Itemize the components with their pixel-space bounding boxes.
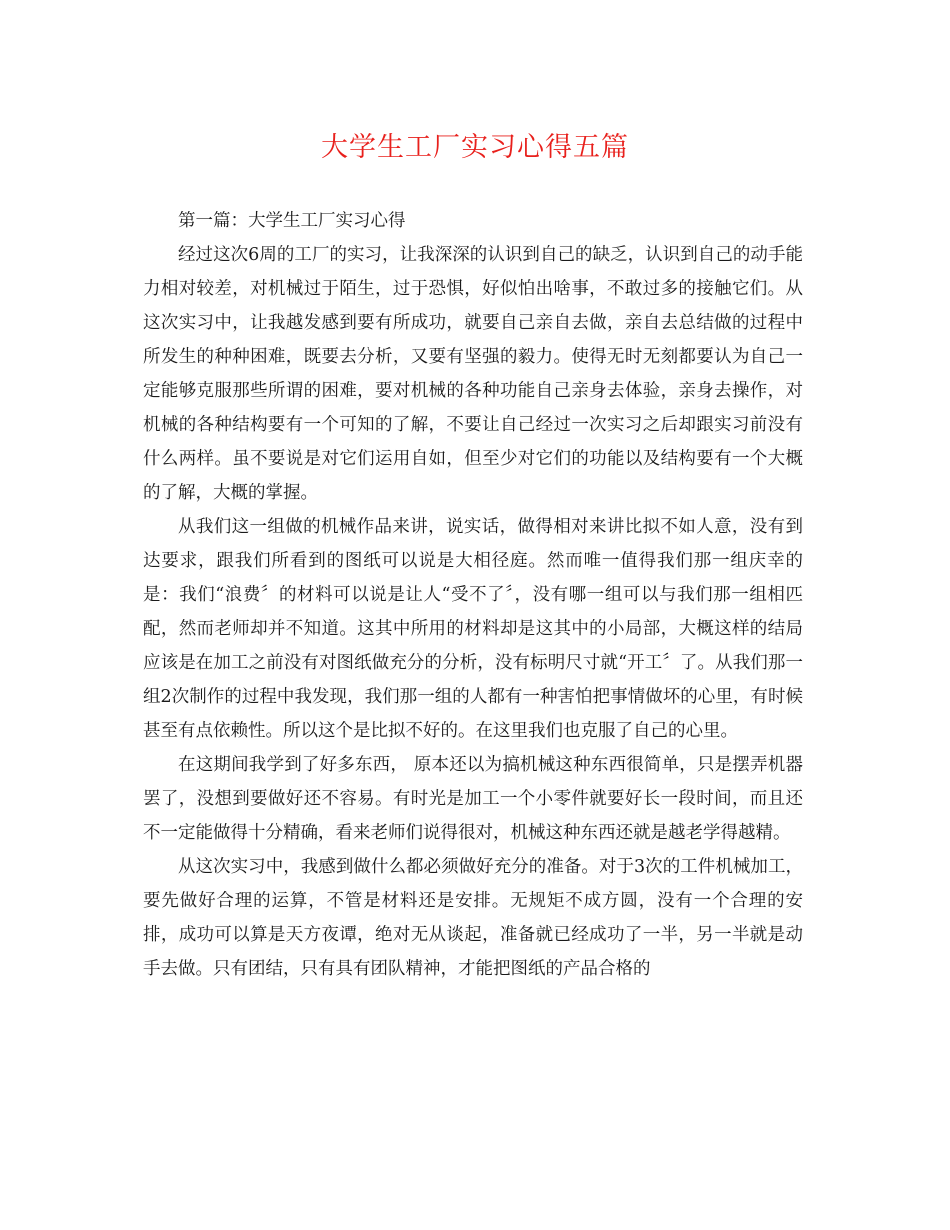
paragraph: 在这期间我学到了好多东西， 原本还以为搞机械这种东西很简单，只是摆弄机器罢了，没想到要做好还不容易。有时光是加工一个小零件就要好长一段时间，而且还不一定能做得十分精确，看来老师们说得很对，机械这种东西还就是越老学得越精。 [143, 755, 803, 843]
paragraph: 经过这次6周的工厂的实习，让我深深的认识到自己的缺乏，认识到自己的动手能力相对较差，对机械过于陌生，过于恐惧，好似怕出啥事，不敢过多的接触它们。从这次实习中，让我越发感到要有所成功，就要自己亲自去做，亲自去总结做的过程中所发生的种种困难，既要去分析，又要有坚强的毅力。使得无时无刻都要认为自己一定能够克服那些所谓的困难，要对机械的各种功能自己亲身去体验，亲身去操作，对机械的各种结构要有一个可知的了解，不要让自己经过一次实习之后却跟实习前没有什么两样。虽不要说是对它们运用自如，但至少对它们的功能以及结构要有一个大概的了解，大概的掌握。 [143, 245, 803, 503]
section-heading: 第一篇：大学生工厂实习心得 [178, 211, 406, 231]
document-body [143, 204, 803, 986]
paragraph: 从这次实习中，我感到做什么都必须做好充分的准备。对于3次的工件机械加工，要先做好合理的运算，不管是材料还是安排。无规矩不成方圆，没有一个合理的安排，成功可以算是天方夜谭，绝对无从谈起，准备就已经成功了一半，另一半就是动手去做。只有团结，只有具有团队精神，才能把图纸的产品合格的 [143, 857, 803, 979]
paragraph: 从我们这一组做的机械作品来讲，说实话，做得相对来讲比拟不如人意，没有到达要求，跟我们所看到的图纸可以说是大相径庭。然而唯一值得我们那一组庆幸的是：我们“浪费〞的材料可以说是让人“受不了〞，没有哪一组可以与我们那一组相匹配，然而老师却并不知道。这其中所用的材料却是这其中的小局部，大概这样的结局应该是在加工之前没有对图纸做充分的分析，没有标明尺寸就“开工〞了。从我们那一组2次制作的过程中我发现，我们那一组的人都有一种害怕把事情做坏的心里，有时候甚至有点依赖性。所以这个是比拟不好的。在这里我们也克服了自己的心里。 [143, 517, 803, 741]
document-title: 大学生工厂实习心得五篇 [321, 132, 629, 163]
